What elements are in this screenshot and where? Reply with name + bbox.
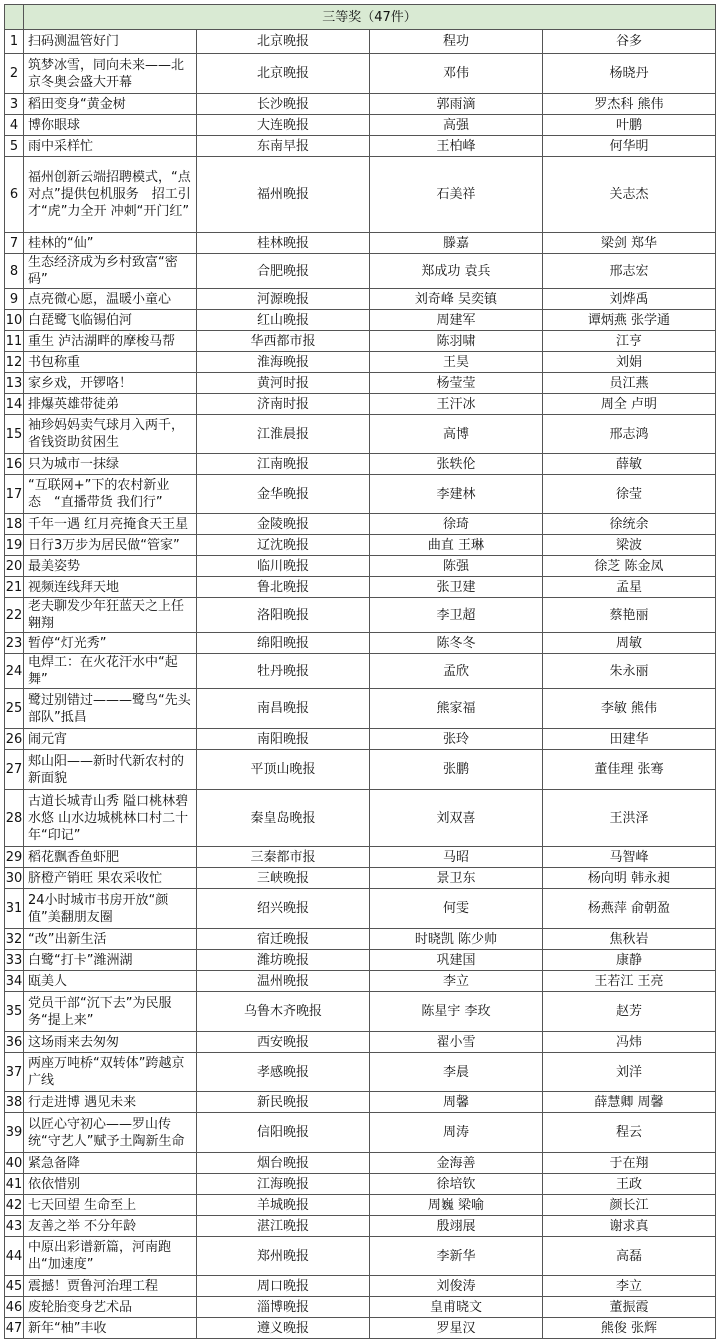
newspaper-cell: 新民晚报 (197, 1092, 370, 1113)
table-row (5, 331, 716, 352)
author-cell: 翟小雪 (370, 1032, 543, 1053)
row-number-cell: 19 (5, 535, 24, 556)
editor-cell: 田建华 (543, 729, 716, 750)
work-title-cell: 家乡戏，开锣咯！ (24, 373, 197, 394)
author-cell: 王柏峰 (370, 136, 543, 157)
row-number-cell: 41 (5, 1174, 24, 1195)
editor-cell: 邢志宏 (543, 254, 716, 289)
author-cell: 时晓凯 陈少帅 (370, 929, 543, 950)
row-number-cell: 47 (5, 1318, 24, 1339)
author-cell: 殷翊展 (370, 1216, 543, 1237)
author-cell: 刘奇峰 吴奕镇 (370, 289, 543, 310)
newspaper-cell: 华西都市报 (197, 331, 370, 352)
newspaper-cell: 北京晚报 (197, 30, 370, 54)
editor-cell: 颜长江 (543, 1195, 716, 1216)
work-title-cell: 依依惜别 (24, 1174, 197, 1195)
table-row (5, 689, 716, 729)
editor-cell: 冯炜 (543, 1032, 716, 1053)
author-cell: 邓伟 (370, 54, 543, 94)
editor-cell: 刘洋 (543, 1053, 716, 1092)
work-title-cell: 白琵鹭飞临锡伯河 (24, 310, 197, 331)
work-title-cell: 两座万吨桥“双转体”跨越京广线 (24, 1053, 197, 1092)
newspaper-cell: 江淮晨报 (197, 415, 370, 454)
row-number-cell: 42 (5, 1195, 24, 1216)
author-cell: 何雯 (370, 889, 543, 929)
work-title-cell: 生态经济成为乡村致富“密码” (24, 254, 197, 289)
newspaper-cell: 长沙晚报 (197, 94, 370, 115)
work-title-cell: 以匠心守初心——罗山传统“守艺人”赋予土陶新生命 (24, 1113, 197, 1153)
author-cell: 周巍 梁喻 (370, 1195, 543, 1216)
work-title-cell: 老夫聊发少年狂蓝天之上任翱翔 (24, 598, 197, 633)
awards-table-body (5, 5, 716, 1339)
editor-cell: 周敏 (543, 633, 716, 654)
work-title-cell: 24小时城市书房开放“颜值”美翻朋友圈 (24, 889, 197, 929)
author-cell: 李新华 (370, 1237, 543, 1276)
editor-cell: 董振霞 (543, 1297, 716, 1318)
work-title-cell: 重生 泸沽湖畔的摩梭马帮 (24, 331, 197, 352)
author-cell: 周馨 (370, 1092, 543, 1113)
newspaper-cell: 西安晚报 (197, 1032, 370, 1053)
table-row (5, 454, 716, 475)
table-row (5, 1092, 716, 1113)
work-title-cell: 扫码测温管好门 (24, 30, 197, 54)
row-number-cell: 11 (5, 331, 24, 352)
author-cell: 周建军 (370, 310, 543, 331)
row-number-cell: 39 (5, 1113, 24, 1153)
work-title-cell: 稻田变身“黄金树 (24, 94, 197, 115)
work-title-cell: 博你眼球 (24, 115, 197, 136)
work-title-cell: 暂停“灯光秀” (24, 633, 197, 654)
table-row (5, 577, 716, 598)
newspaper-cell: 金陵晚报 (197, 514, 370, 535)
newspaper-cell: 临川晚报 (197, 556, 370, 577)
editor-cell: 徐统余 (543, 514, 716, 535)
newspaper-cell: 温州晚报 (197, 971, 370, 992)
newspaper-cell: 烟台晚报 (197, 1153, 370, 1174)
author-cell: 陈强 (370, 556, 543, 577)
author-cell: 景卫东 (370, 868, 543, 889)
table-row (5, 889, 716, 929)
newspaper-cell: 黄河时报 (197, 373, 370, 394)
work-title-cell: 筑梦冰雪，同向未来——北京冬奥会盛大开幕 (24, 54, 197, 94)
editor-cell: 梁剑 郑华 (543, 233, 716, 254)
work-title-cell: 电焊工：在火花汗水中“起舞” (24, 654, 197, 689)
author-cell: 张鹏 (370, 750, 543, 790)
editor-cell: 蔡艳丽 (543, 598, 716, 633)
author-cell: 郭雨滴 (370, 94, 543, 115)
newspaper-cell: 牡丹晚报 (197, 654, 370, 689)
newspaper-cell: 江海晚报 (197, 1174, 370, 1195)
work-title-cell: 震撼！贾鲁河治理工程 (24, 1276, 197, 1297)
row-number-cell: 37 (5, 1053, 24, 1092)
newspaper-cell: 红山晚报 (197, 310, 370, 331)
row-number-cell: 26 (5, 729, 24, 750)
work-title-cell: 古道长城青山秀 隘口桃林碧水悠 山水边城桃林口村二十年“印记” (24, 790, 197, 847)
work-title-cell: 雨中采样忙 (24, 136, 197, 157)
editor-cell: 刘娟 (543, 352, 716, 373)
table-row (5, 254, 716, 289)
row-number-cell: 17 (5, 475, 24, 514)
author-cell: 高博 (370, 415, 543, 454)
author-cell: 滕嘉 (370, 233, 543, 254)
newspaper-cell: 三峡晚报 (197, 868, 370, 889)
newspaper-cell: 绵阳晚报 (197, 633, 370, 654)
editor-cell: 邢志鸿 (543, 415, 716, 454)
author-cell: 刘双喜 (370, 790, 543, 847)
row-number-cell: 7 (5, 233, 24, 254)
table-row (5, 535, 716, 556)
work-title-cell: 行走进博 遇见未来 (24, 1092, 197, 1113)
editor-cell: 谷多 (543, 30, 716, 54)
row-number-cell: 45 (5, 1276, 24, 1297)
table-row (5, 992, 716, 1032)
work-title-cell: 千年一遇 红月亮掩食天王星 (24, 514, 197, 535)
editor-cell: 康静 (543, 950, 716, 971)
editor-cell: 王政 (543, 1174, 716, 1195)
author-cell: 张卫建 (370, 577, 543, 598)
work-title-cell: 稻花飘香鱼虾肥 (24, 847, 197, 868)
table-row (5, 54, 716, 94)
table-row (5, 598, 716, 633)
author-cell: 孟欣 (370, 654, 543, 689)
editor-cell: 熊俊 张辉 (543, 1318, 716, 1339)
row-number-cell: 22 (5, 598, 24, 633)
work-title-cell: 这场雨来去匆匆 (24, 1032, 197, 1053)
work-title-cell: 郏山阳——新时代新农村的新面貌 (24, 750, 197, 790)
work-title-cell: 党员干部“沉下去”为民服务“提上来” (24, 992, 197, 1032)
row-number-cell: 34 (5, 971, 24, 992)
table-row (5, 556, 716, 577)
row-number-cell: 46 (5, 1297, 24, 1318)
row-number-cell: 12 (5, 352, 24, 373)
table-row (5, 94, 716, 115)
editor-cell: 江亨 (543, 331, 716, 352)
row-number-cell: 16 (5, 454, 24, 475)
author-cell: 杨莹莹 (370, 373, 543, 394)
work-title-cell: 废轮胎变身艺术品 (24, 1297, 197, 1318)
row-number-cell: 27 (5, 750, 24, 790)
newspaper-cell: 遵义晚报 (197, 1318, 370, 1339)
newspaper-cell: 江南晚报 (197, 454, 370, 475)
editor-cell: 李敏 熊伟 (543, 689, 716, 729)
work-title-cell: 鹭过别错过———鹭鸟“先头部队”抵昌 (24, 689, 197, 729)
newspaper-cell: 金华晚报 (197, 475, 370, 514)
newspaper-cell: 三秦都市报 (197, 847, 370, 868)
row-number-cell: 9 (5, 289, 24, 310)
editor-cell: 孟星 (543, 577, 716, 598)
author-cell: 徐琦 (370, 514, 543, 535)
editor-cell: 关志杰 (543, 157, 716, 233)
author-cell: 郑成功 袁兵 (370, 254, 543, 289)
editor-cell: 董佳理 张骞 (543, 750, 716, 790)
editor-cell: 谢求真 (543, 1216, 716, 1237)
newspaper-cell: 大连晚报 (197, 115, 370, 136)
row-number-cell: 14 (5, 394, 24, 415)
row-number-cell: 30 (5, 868, 24, 889)
editor-cell: 王若江 王亮 (543, 971, 716, 992)
author-cell: 刘俊涛 (370, 1276, 543, 1297)
row-number-cell: 21 (5, 577, 24, 598)
work-title-cell: 紧急备降 (24, 1153, 197, 1174)
table-row (5, 929, 716, 950)
table-row (5, 1237, 716, 1276)
newspaper-cell: 南昌晚报 (197, 689, 370, 729)
row-number-cell: 3 (5, 94, 24, 115)
author-cell: 徐培钦 (370, 1174, 543, 1195)
author-cell: 李晨 (370, 1053, 543, 1092)
editor-cell: 员江燕 (543, 373, 716, 394)
row-number-cell: 40 (5, 1153, 24, 1174)
table-row (5, 373, 716, 394)
table-row (5, 847, 716, 868)
header-blank-cell (5, 5, 24, 30)
row-number-cell: 33 (5, 950, 24, 971)
table-row (5, 1318, 716, 1339)
row-number-cell: 4 (5, 115, 24, 136)
editor-cell: 马智峰 (543, 847, 716, 868)
table-row (5, 514, 716, 535)
newspaper-cell: 桂林晚报 (197, 233, 370, 254)
table-row (5, 115, 716, 136)
editor-cell: 高磊 (543, 1237, 716, 1276)
author-cell: 金海善 (370, 1153, 543, 1174)
work-title-cell: 闹元宵 (24, 729, 197, 750)
author-cell: 熊家福 (370, 689, 543, 729)
author-cell: 罗星汉 (370, 1318, 543, 1339)
row-number-cell: 20 (5, 556, 24, 577)
row-number-cell: 13 (5, 373, 24, 394)
table-header-row (5, 5, 716, 30)
work-title-cell: 脐橙产销旺 果农采收忙 (24, 868, 197, 889)
author-cell: 周涛 (370, 1113, 543, 1153)
table-row (5, 971, 716, 992)
table-row (5, 1276, 716, 1297)
work-title-cell: “互联网+”下的农村新业态 “直播带货 我们行” (24, 475, 197, 514)
table-row (5, 1174, 716, 1195)
work-title-cell: 日行3万步为居民做“管家” (24, 535, 197, 556)
newspaper-cell: 南阳晚报 (197, 729, 370, 750)
row-number-cell: 44 (5, 1237, 24, 1276)
table-row (5, 136, 716, 157)
editor-cell: 杨燕萍 俞朝盈 (543, 889, 716, 929)
work-title-cell: 排爆英雄带徒弟 (24, 394, 197, 415)
table-row (5, 415, 716, 454)
work-title-cell: 新年“柚”丰收 (24, 1318, 197, 1339)
author-cell: 陈星宇 李玫 (370, 992, 543, 1032)
newspaper-cell: 秦皇岛晚报 (197, 790, 370, 847)
award-category-title: 三等奖（47件） (24, 5, 716, 30)
row-number-cell: 38 (5, 1092, 24, 1113)
table-row (5, 233, 716, 254)
table-row (5, 475, 716, 514)
work-title-cell: 书包称重 (24, 352, 197, 373)
editor-cell: 程云 (543, 1113, 716, 1153)
newspaper-cell: 淮海晚报 (197, 352, 370, 373)
work-title-cell: 福州创新云端招聘模式，“点对点”提供包机服务 招工引才“虎”力全开 冲刺“开门红” (24, 157, 197, 233)
row-number-cell: 32 (5, 929, 24, 950)
editor-cell: 朱永丽 (543, 654, 716, 689)
work-title-cell: 友善之举 不分年龄 (24, 1216, 197, 1237)
row-number-cell: 15 (5, 415, 24, 454)
newspaper-cell: 辽沈晚报 (197, 535, 370, 556)
author-cell: 高强 (370, 115, 543, 136)
newspaper-cell: 洛阳晚报 (197, 598, 370, 633)
work-title-cell: 最美姿势 (24, 556, 197, 577)
table-row (5, 1297, 716, 1318)
table-row (5, 1195, 716, 1216)
author-cell: 王汗冰 (370, 394, 543, 415)
work-title-cell: 桂林的“仙” (24, 233, 197, 254)
row-number-cell: 18 (5, 514, 24, 535)
work-title-cell: 中原出彩谱新篇，河南跑出“加速度” (24, 1237, 197, 1276)
table-row (5, 1032, 716, 1053)
editor-cell: 徐芝 陈金凤 (543, 556, 716, 577)
table-row (5, 654, 716, 689)
row-number-cell: 2 (5, 54, 24, 94)
author-cell: 石美祥 (370, 157, 543, 233)
table-row (5, 30, 716, 54)
author-cell: 李卫超 (370, 598, 543, 633)
editor-cell: 周全 卢明 (543, 394, 716, 415)
editor-cell: 刘烨禹 (543, 289, 716, 310)
work-title-cell: 瓯美人 (24, 971, 197, 992)
editor-cell: 谭炳燕 张学通 (543, 310, 716, 331)
newspaper-cell: 绍兴晚报 (197, 889, 370, 929)
table-row (5, 790, 716, 847)
newspaper-cell: 羊城晚报 (197, 1195, 370, 1216)
author-cell: 陈羽啸 (370, 331, 543, 352)
table-row (5, 310, 716, 331)
work-title-cell: 点亮微心愿，温暖小童心 (24, 289, 197, 310)
table-row (5, 1053, 716, 1092)
author-cell: 程功 (370, 30, 543, 54)
editor-cell: 梁波 (543, 535, 716, 556)
newspaper-cell: 济南时报 (197, 394, 370, 415)
author-cell: 巩建国 (370, 950, 543, 971)
newspaper-cell: 河源晚报 (197, 289, 370, 310)
table-row (5, 1216, 716, 1237)
author-cell: 张轶伦 (370, 454, 543, 475)
row-number-cell: 10 (5, 310, 24, 331)
row-number-cell: 28 (5, 790, 24, 847)
newspaper-cell: 福州晚报 (197, 157, 370, 233)
author-cell: 皇甫晓文 (370, 1297, 543, 1318)
table-row (5, 1113, 716, 1153)
table-row (5, 750, 716, 790)
editor-cell: 薛慧卿 周馨 (543, 1092, 716, 1113)
newspaper-cell: 淄博晚报 (197, 1297, 370, 1318)
row-number-cell: 25 (5, 689, 24, 729)
editor-cell: 杨晓丹 (543, 54, 716, 94)
row-number-cell: 29 (5, 847, 24, 868)
newspaper-cell: 宿迁晚报 (197, 929, 370, 950)
newspaper-cell: 孝感晚报 (197, 1053, 370, 1092)
editor-cell: 于在翔 (543, 1153, 716, 1174)
work-title-cell: 白鹭“打卡”潍洲湖 (24, 950, 197, 971)
editor-cell: 罗杰科 熊伟 (543, 94, 716, 115)
row-number-cell: 5 (5, 136, 24, 157)
awards-table (4, 4, 716, 1339)
row-number-cell: 43 (5, 1216, 24, 1237)
row-number-cell: 35 (5, 992, 24, 1032)
newspaper-cell: 乌鲁木齐晚报 (197, 992, 370, 1032)
newspaper-cell: 周口晚报 (197, 1276, 370, 1297)
newspaper-cell: 平顶山晚报 (197, 750, 370, 790)
editor-cell: 李立 (543, 1276, 716, 1297)
newspaper-cell: 郑州晚报 (197, 1237, 370, 1276)
newspaper-cell: 东南早报 (197, 136, 370, 157)
table-row (5, 729, 716, 750)
editor-cell: 薛敏 (543, 454, 716, 475)
work-title-cell: 袖珍妈妈卖气球月入两千，省钱资助贫困生 (24, 415, 197, 454)
table-row (5, 950, 716, 971)
table-row (5, 157, 716, 233)
editor-cell: 何华明 (543, 136, 716, 157)
newspaper-cell: 湛江晚报 (197, 1216, 370, 1237)
row-number-cell: 1 (5, 30, 24, 54)
author-cell: 李立 (370, 971, 543, 992)
row-number-cell: 23 (5, 633, 24, 654)
row-number-cell: 36 (5, 1032, 24, 1053)
editor-cell: 赵芳 (543, 992, 716, 1032)
author-cell: 陈冬冬 (370, 633, 543, 654)
work-title-cell: 七天回望 生命至上 (24, 1195, 197, 1216)
row-number-cell: 6 (5, 157, 24, 233)
table-row (5, 394, 716, 415)
table-row (5, 633, 716, 654)
row-number-cell: 8 (5, 254, 24, 289)
editor-cell: 徐莹 (543, 475, 716, 514)
author-cell: 曲直 王琳 (370, 535, 543, 556)
editor-cell: 叶鹏 (543, 115, 716, 136)
newspaper-cell: 合肥晚报 (197, 254, 370, 289)
editor-cell: 王洪泽 (543, 790, 716, 847)
row-number-cell: 31 (5, 889, 24, 929)
work-title-cell: 视频连线拜天地 (24, 577, 197, 598)
editor-cell: 焦秋岩 (543, 929, 716, 950)
newspaper-cell: 潍坊晚报 (197, 950, 370, 971)
author-cell: 张玲 (370, 729, 543, 750)
newspaper-cell: 信阳晚报 (197, 1113, 370, 1153)
editor-cell: 杨向明 韩永昶 (543, 868, 716, 889)
author-cell: 王昊 (370, 352, 543, 373)
table-row (5, 868, 716, 889)
work-title-cell: 只为城市一抹绿 (24, 454, 197, 475)
table-row (5, 289, 716, 310)
row-number-cell: 24 (5, 654, 24, 689)
author-cell: 马昭 (370, 847, 543, 868)
work-title-cell: “改”出新生活 (24, 929, 197, 950)
table-row (5, 1153, 716, 1174)
author-cell: 李建林 (370, 475, 543, 514)
newspaper-cell: 鲁北晚报 (197, 577, 370, 598)
table-row (5, 352, 716, 373)
newspaper-cell: 北京晚报 (197, 54, 370, 94)
